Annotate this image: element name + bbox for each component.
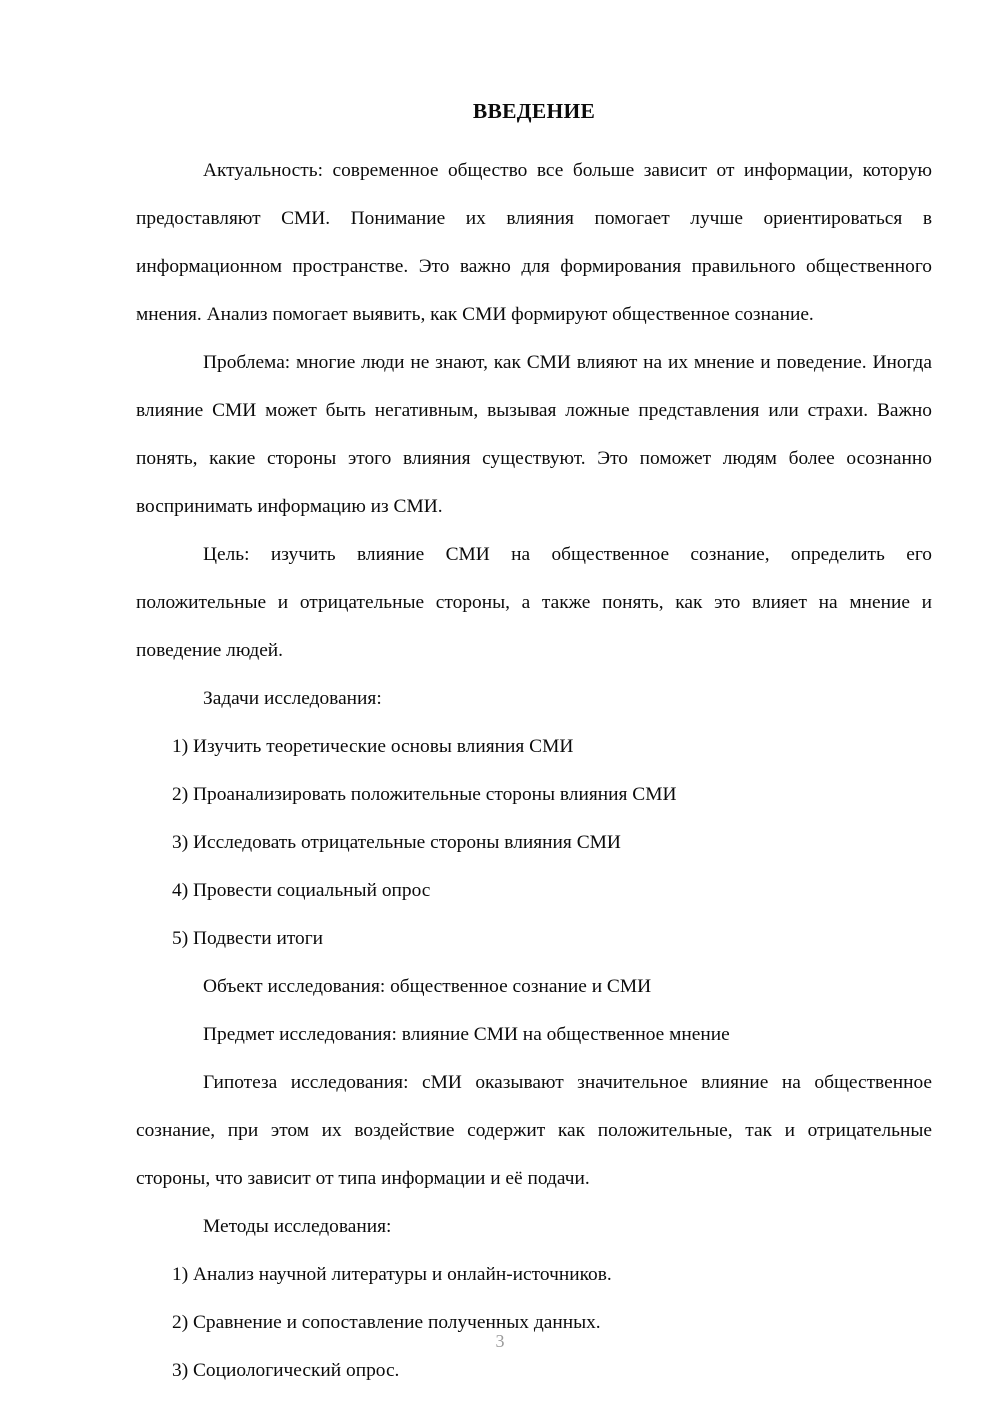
document-body [136, 0, 932, 1395]
tasks-label: Задачи исследования: [203, 688, 382, 709]
task-item-5: 5) Подвести итоги [172, 928, 324, 949]
paragraph-problem: Проблема: многие люди не знают, как СМИ влияют на их мнение и поведение. Иногда влияние СМИ может быть негативным, вызывая ложные представления или страхи. Важно понять, какие стороны этого влияния существуют. Это поможет людям более осознанно воспринимать информацию из СМИ. [136, 352, 932, 517]
research-subject-line: Предмет исследования: влияние СМИ на общественное мнение [203, 1024, 730, 1045]
page-number: 3 [495, 1331, 505, 1351]
task-item-4: 4) Провести социальный опрос [172, 880, 431, 901]
task-item-3: 3) Исследовать отрицательные стороны влияния СМИ [172, 832, 621, 853]
method-item-3: 3) Социологический опрос. [172, 1360, 400, 1381]
method-item-2: 2) Сравнение и сопоставление полученных данных. [172, 1312, 601, 1333]
paragraph-goal: Цель: изучить влияние СМИ на общественное сознание, определить его положительные и отрицательные стороны, а также понять, как это влияет на мнение и поведение людей. [136, 544, 932, 661]
paragraph-hypothesis: Гипотеза исследования: сМИ оказывают значительное влияние на общественное сознание, при этом их воздействие содержит как положительные, так и отрицательные стороны, что зависит от типа информации и её подачи. [136, 1072, 932, 1189]
methods-label: Методы исследования: [203, 1216, 392, 1237]
task-item-1: 1) Изучить теоретические основы влияния СМИ [172, 736, 574, 757]
paragraph-relevance: Актуальность: современное общество все больше зависит от информации, которую предоставляют СМИ. Понимание их влияния помогает лучше ориентироваться в информационном пространстве. Это важно для формирования правильного общественного мнения. Анализ помогает выявить, как СМИ формируют общественное сознание. [136, 160, 932, 325]
task-item-2: 2) Проанализировать положительные стороны влияния СМИ [172, 784, 677, 805]
research-object-line: Объект исследования: общественное сознание и СМИ [203, 976, 652, 997]
page-title: ВВЕДЕНИЕ [472, 99, 596, 123]
method-item-1: 1) Анализ научной литературы и онлайн-источников. [172, 1264, 612, 1285]
